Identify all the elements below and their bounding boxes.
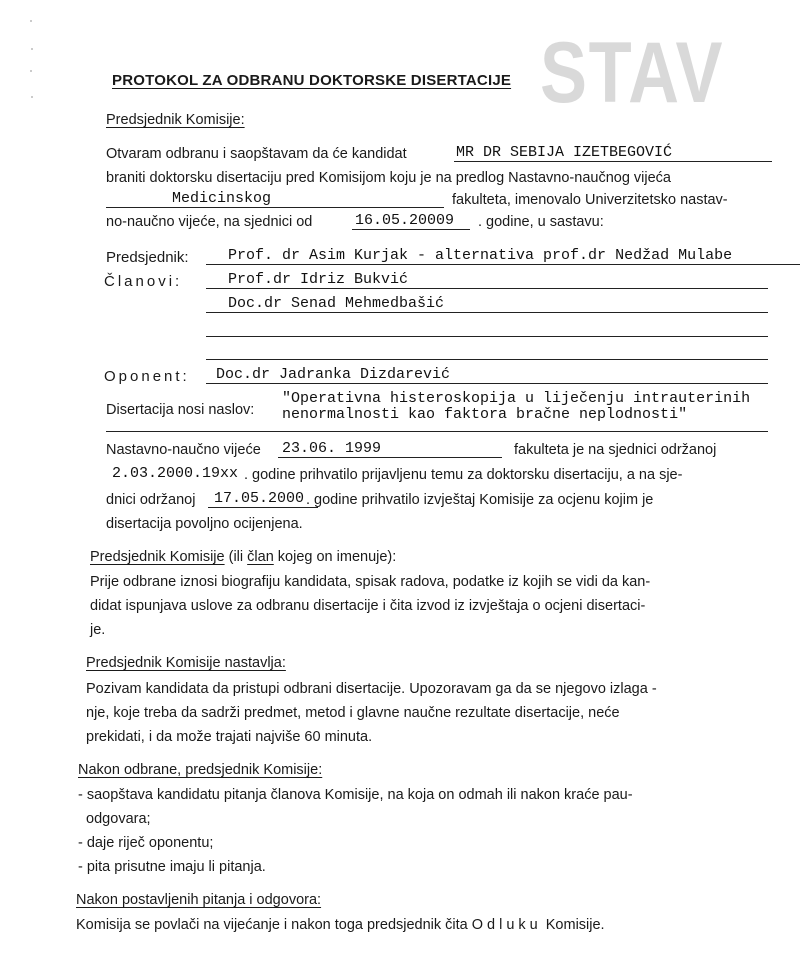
section5-suffix: Komisije. [545, 917, 605, 933]
thesis-title-line2: nenormalnosti kao faktora bračne neplodnosti" [282, 406, 688, 423]
section4-line3: - daje riječ oponentu; [78, 835, 214, 851]
section2-heading-d: kojeg on imenuje): [277, 549, 397, 565]
section5-mid: predsjednik čita [366, 917, 468, 933]
section3-line1: Pozivam kandidata da pristupi odbrani disertacije. Upozoravam ga da se njegovo izlaga - [86, 681, 657, 697]
council-line4: disertacija povoljno ocijenjena. [106, 516, 303, 532]
intro-line4-suffix: . godine, u sastavu: [478, 214, 604, 230]
document-title: PROTOKOL ZA ODBRANU DOKTORSKE DISERTACIJE [112, 72, 512, 89]
intro-line4: no-naučno vijeće, na sjednici od [106, 214, 313, 230]
section2-heading-c: član [247, 549, 274, 565]
opponent-label: Oponent: [104, 368, 190, 385]
section4-line2: odgovara; [78, 811, 151, 827]
section3-heading: Predsjednik Komisije nastavlja: [86, 655, 286, 671]
section5-line [76, 917, 605, 933]
section2-heading-a: Predsjednik Komisije [90, 549, 225, 565]
section4-heading: Nakon odbrane, predsjednik Komisije: [78, 762, 323, 778]
intro-line2: braniti doktorsku disertaciju pred Komisijom koju je na predlog Nastavno-naučnog vijeća [106, 170, 671, 186]
members-label: Članovi: [104, 273, 183, 290]
member-1: Prof.dr Idriz Bukvić [228, 271, 409, 288]
council-prefix: Nastavno-naučno vijeće [106, 442, 261, 458]
section2-line3: je. [90, 622, 106, 638]
section5-decision: Odluku [471, 917, 542, 933]
section5-heading: Nakon postavljenih pitanja i odgovora: [76, 892, 322, 908]
council-date3: 17.05.2000 [214, 490, 305, 507]
council-line2: . godine prihvatilo prijavljenu temu za doktorsku disertaciju, a na sje- [244, 467, 683, 483]
section3-line3: prekidati, i da može trajati najviše 60 minuta. [86, 729, 373, 745]
chair-label: Predsjednik: [106, 249, 189, 266]
council-date2: 2.03.2000.19xx [112, 465, 239, 482]
faculty-name: Medicinskog [172, 190, 272, 207]
section2-line2: didat ispunjava uslove za odbranu disertacije i čita izvod iz izvještaja o ocjeni disertaci- [90, 598, 646, 614]
council-line3-suffix: . godine prihvatilo izvještaj Komisije za ocjenu kojim je [306, 492, 654, 508]
intro-line3: fakulteta, imenovalo Univerzitetsko nastav- [452, 192, 728, 208]
council-line3-prefix: dnici održanoj [106, 492, 196, 508]
intro-line1: Otvaram odbranu i saopštavam da će kandidat [106, 146, 407, 162]
thesis-title-line1: "Operativna histeroskopija u liječenju intrauterinih [282, 390, 751, 407]
member-2: Doc.dr Senad Mehmedbašić [228, 295, 445, 312]
section2-heading [90, 549, 396, 565]
chair-value: Prof. dr Asim Kurjak - alternativa prof.dr Nedžad Mulabe [228, 247, 733, 264]
council-mid: fakulteta je na sjednici održanoj [514, 442, 717, 458]
thesis-label: Disertacija nosi naslov: [106, 402, 255, 418]
section4-line1: - saopštava kandidatu pitanja članova Komisije, na koja on odmah ili nakon kraće pau- [78, 787, 633, 803]
chair-heading: Predsjednik Komisije: [106, 112, 245, 128]
section4-line4: - pita prisutne imaju li pitanja. [78, 859, 266, 875]
opponent-value: Doc.dr Jadranka Dizdarević [216, 366, 451, 383]
council-date1: 23.06. 1999 [282, 440, 382, 457]
section2-line1: Prije odbrane iznosi biografiju kandidata, spisak radova, podatke iz kojih se vidi da kan- [90, 574, 651, 590]
section2-heading-b: (ili [228, 549, 244, 565]
appointment-date: 16.05.20009 [355, 212, 455, 229]
section5-prefix: Komisija se povlači na vijećanje i nakon toga [76, 917, 363, 933]
watermark-logo: STAV [540, 25, 725, 121]
section3-line2: nje, koje treba da sadrži predmet, metod i glavne naučne rezultate disertacije, neće [86, 705, 620, 721]
candidate-name: MR DR SEBIJA IZETBEGOVIĆ [456, 144, 673, 161]
